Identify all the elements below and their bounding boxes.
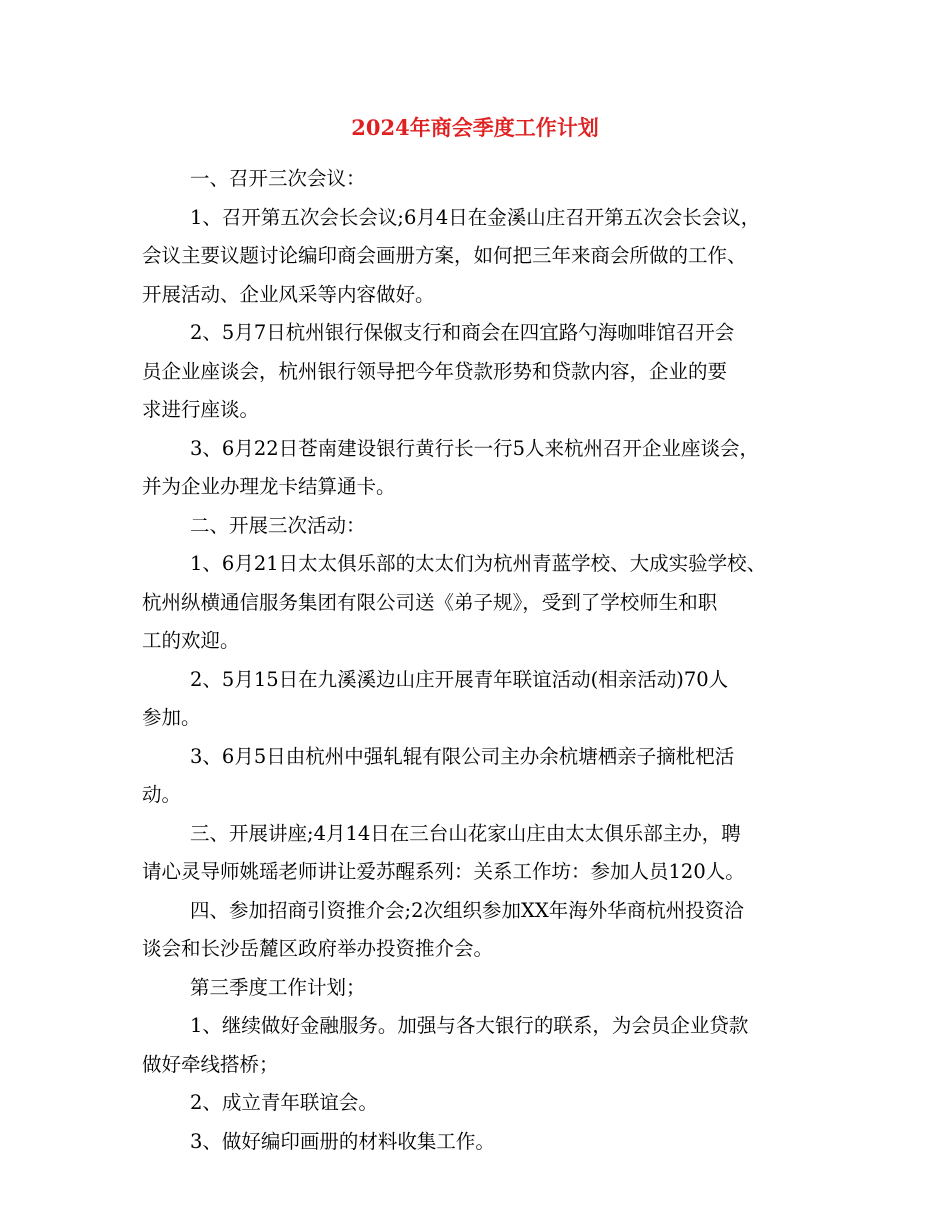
paragraph xyxy=(142,1123,818,1162)
paragraph-line: 2、成立青年联谊会。 xyxy=(190,1091,378,1114)
paragraph-line: 参加。 xyxy=(142,706,201,729)
paragraph-line: 会议主要议题讨论编印商会画册方案，如何把三年来商会所做的工作、 xyxy=(142,244,747,267)
paragraph-line: 求进行座谈。 xyxy=(142,398,260,421)
paragraph-line: 请心灵导师姚瑶老师讲让爱苏醒系列：关系工作坊：参加人员120人。 xyxy=(142,860,745,883)
paragraph xyxy=(142,430,818,507)
paragraph xyxy=(142,892,818,969)
paragraph-line: 并为企业办理龙卡结算通卡。 xyxy=(142,475,396,498)
paragraph-line: 1、召开第五次会长会议;6月4日在金溪山庄召开第五次会长会议， xyxy=(190,205,761,229)
paragraph-line: 3、6月22日苍南建设银行黄行长一行5人来杭州召开企业座谈会， xyxy=(190,436,760,460)
paragraph-line: 1、继续做好金融服务。加强与各大银行的联系，为会员企业贷款 xyxy=(190,1014,749,1037)
paragraph-line: 谈会和长沙岳麓区政府举办投资推介会。 xyxy=(142,937,494,960)
paragraph xyxy=(142,1007,818,1084)
paragraph xyxy=(142,815,818,892)
paragraph xyxy=(142,738,818,815)
paragraph-line: 1、6月21日太太俱乐部的太太们为杭州青蓝学校、大成实验学校、 xyxy=(190,552,767,575)
paragraph xyxy=(142,1084,818,1123)
paragraph-line: 三、开展讲座;4月14日在三台山花家山庄由太太俱乐部主办，聘 xyxy=(190,821,741,845)
paragraph xyxy=(142,314,818,430)
paragraph-line: 一、召开三次会议： xyxy=(190,167,366,190)
paragraph xyxy=(142,545,818,661)
document-title: 2024年商会季度工作计划 xyxy=(351,115,599,140)
paragraph-line: 3、做好编印画册的材料收集工作。 xyxy=(190,1129,495,1153)
paragraph-line: 开展活动、企业风采等内容做好。 xyxy=(142,282,435,306)
document-body xyxy=(142,160,818,1161)
paragraph-line: 动。 xyxy=(142,783,182,806)
paragraph-line: 3、6月5日由杭州中强轧辊有限公司主办余杭塘栖亲子摘枇杷活 xyxy=(190,744,735,768)
paragraph-line: 做好牵线搭桥； xyxy=(142,1052,279,1076)
paragraph-line: 2、5月15日在九溪溪边山庄开展青年联谊活动(相亲活动)70人 xyxy=(190,667,729,691)
paragraph-line: 第三季度工作计划； xyxy=(190,975,366,999)
paragraph xyxy=(142,969,818,1008)
paragraph-line: 二、开展三次活动： xyxy=(190,513,366,537)
paragraph-line: 2、5月7日杭州银行保俶支行和商会在四宜路勺海咖啡馆召开会 xyxy=(190,321,735,344)
paragraph xyxy=(142,661,818,738)
paragraph-line: 杭州纵横通信服务集团有限公司送《弟子规》，受到了学校师生和职 xyxy=(142,590,718,614)
paragraph-line: 工的欢迎。 xyxy=(142,629,240,652)
paragraph xyxy=(142,199,818,315)
paragraph-line: 员企业座谈会，杭州银行领导把今年贷款形势和贷款内容，企业的要 xyxy=(142,359,728,383)
paragraph-line: 四、参加招商引资推介会;2次组织参加XX年海外华商杭州投资洽 xyxy=(190,898,744,922)
paragraph xyxy=(142,507,818,546)
paragraph xyxy=(142,160,818,199)
